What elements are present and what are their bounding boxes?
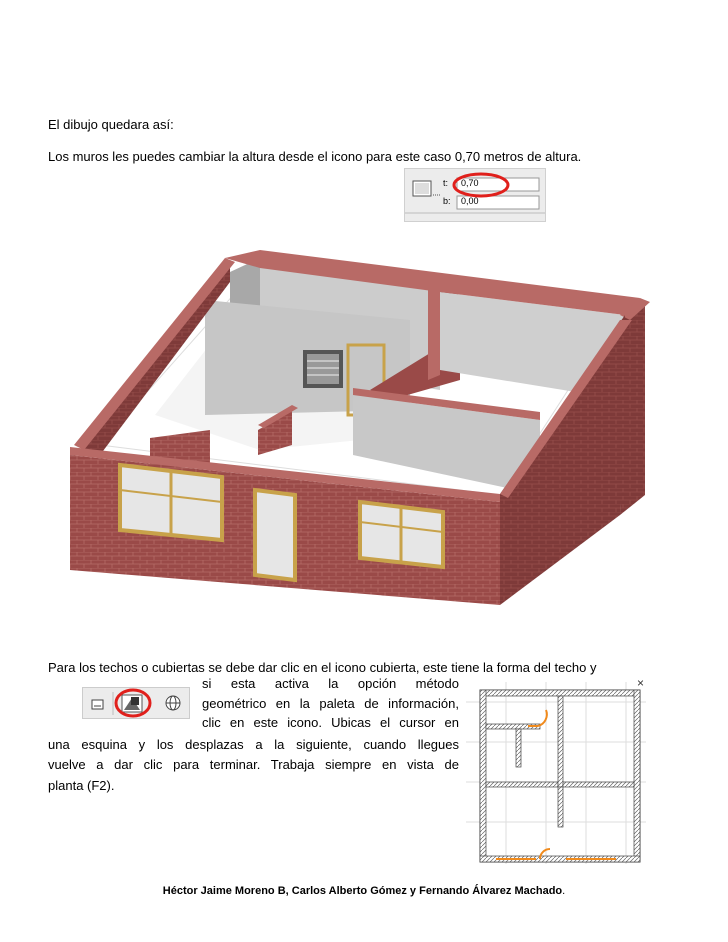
front-window-left bbox=[120, 465, 222, 540]
roof-text-line-2: si esta activa la opción método bbox=[202, 676, 459, 691]
bottom-value[interactable]: 0,00 bbox=[461, 196, 479, 206]
floor-plan bbox=[466, 676, 646, 864]
roof-toolbar bbox=[82, 687, 190, 719]
roof-text-line-6: vuelve a dar clic para terminar. Trabaja siempre en vista de bbox=[48, 757, 459, 772]
bottom-label: b: bbox=[443, 196, 451, 206]
roof-text-line-5: una esquina y los desplazas a la siguiente, cuando llegues bbox=[48, 737, 459, 752]
roof-tool-icon[interactable] bbox=[122, 695, 142, 712]
top-label: t: bbox=[443, 178, 449, 188]
height-panel-graphic bbox=[405, 169, 545, 221]
roof-text-line-1: Para los techos o cubiertas se debe dar clic en el icono cubierta, este tiene la forma del techo y bbox=[48, 660, 597, 675]
window-icon[interactable] bbox=[92, 700, 103, 709]
walls-height-text: Los muros les puedes cambiar la altura desde el icono para este caso 0,70 metros de altura. bbox=[48, 149, 582, 164]
roof-text-line-3: geométrico en la paleta de información, bbox=[202, 696, 459, 711]
height-info-panel bbox=[404, 168, 546, 222]
globe-icon[interactable] bbox=[166, 696, 180, 710]
close-icon[interactable]: × bbox=[636, 676, 644, 690]
section-heading: El dibujo quedara así: bbox=[48, 117, 174, 132]
footer-authors: Héctor Jaime Moreno B, Carlos Alberto Gómez y Fernando Álvarez Machado bbox=[162, 885, 563, 897]
top-value[interactable]: 0,70 bbox=[461, 178, 479, 188]
house-3d-illustration bbox=[60, 240, 670, 610]
roof-text-line-7: planta (F2). bbox=[48, 778, 115, 793]
front-window-right bbox=[360, 502, 443, 567]
roof-text-line-4: clic en este icono. Ubicas el cursor en bbox=[202, 715, 459, 730]
front-door bbox=[255, 490, 295, 580]
page-footer bbox=[0, 885, 728, 897]
footer-period: . bbox=[562, 885, 566, 897]
back-window bbox=[303, 350, 343, 388]
